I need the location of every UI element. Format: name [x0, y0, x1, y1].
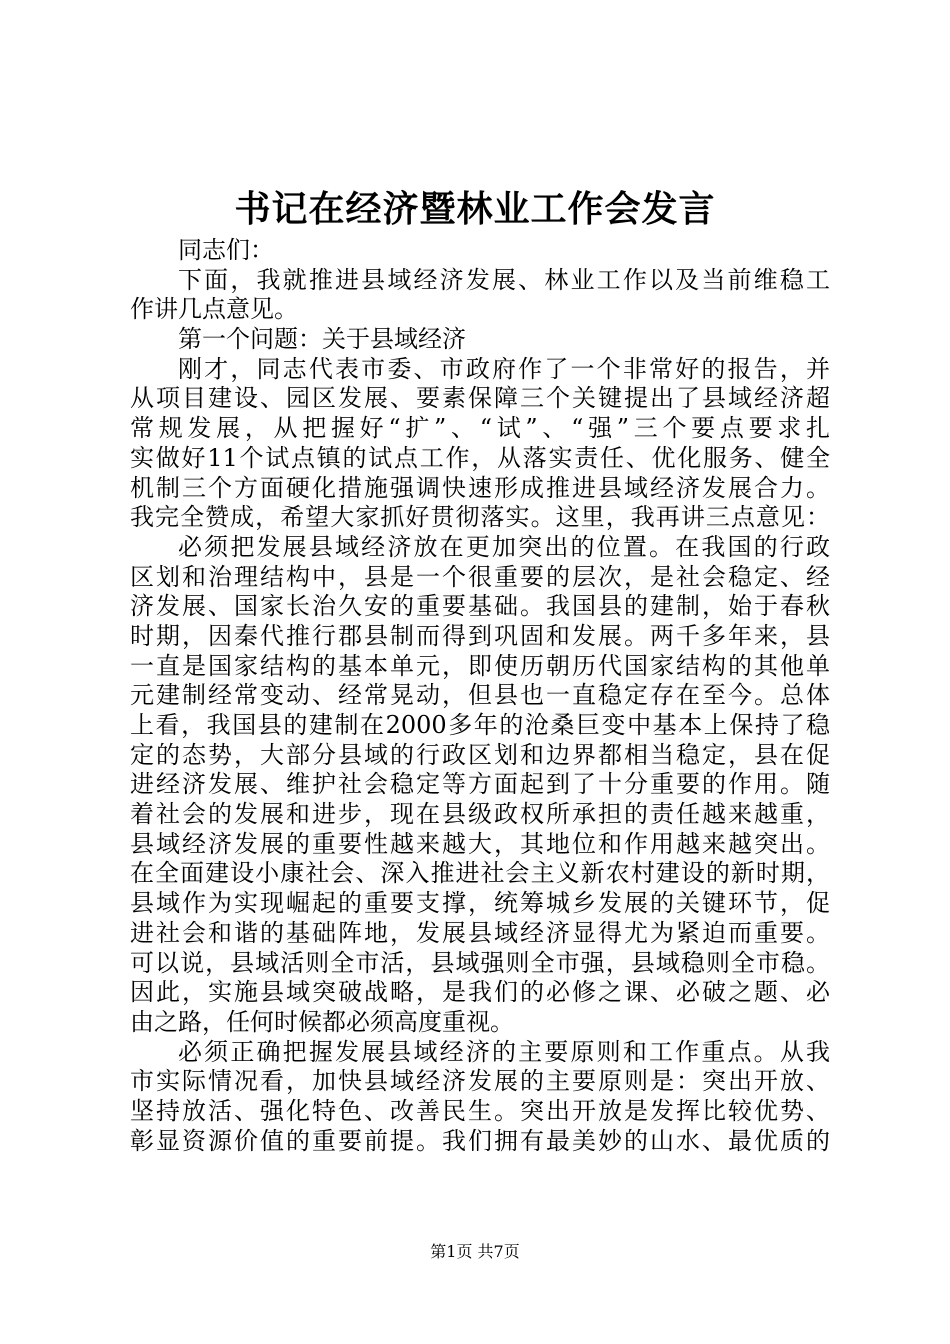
text-line: 作讲几点意见。 [130, 295, 298, 324]
text-line: 定的态势，大部分县域的行政区划和边界都相当稳定，县在促 [130, 740, 830, 769]
text-line: 同志们： [178, 236, 274, 264]
text-line: 机制三个方面硬化措施强调快速形成推进县域经济发展合力。 [130, 473, 830, 502]
text-line: 坚持放活、强化特色、改善民生。突出开放是发挥比较优势、 [130, 1096, 830, 1125]
text-line: 时期，因秦代推行郡县制而得到巩固和发展。两千多年来，县 [130, 621, 830, 650]
text-line: 实做好11个试点镇的试点工作，从落实责任、优化服务、健全 [130, 443, 830, 472]
document-title: 书记在经济暨林业工作会发言 [234, 188, 716, 230]
text-line: 上看，我国县的建制在2000多年的沧桑巨变中基本上保持了稳 [130, 711, 830, 739]
text-line: 因此，实施县域突破战略，是我们的必修之课、必破之题、必 [130, 978, 830, 1007]
text-line: 下面，我就推进县域经济发展、林业工作以及当前维稳工 [178, 265, 830, 294]
text-line: 着社会的发展和进步，现在县级政权所承担的责任越来越重， [130, 800, 830, 829]
text-line: 进社会和谐的基础阵地，发展县域经济显得尤为紧迫而重要。 [130, 918, 830, 947]
text-line: 县域作为实现崛起的重要支撑，统筹城乡发展的关键环节，促 [130, 889, 830, 918]
text-line: 常规发展，从把握好“扩”、“试”、“强”三个要点要求扎 [130, 414, 830, 443]
text-line: 必须正确把握发展县域经济的主要原则和工作重点。从我 [178, 1037, 830, 1066]
text-line: 第一个问题：关于县域经济 [178, 325, 466, 354]
text-line: 刚才，同志代表市委、市政府作了一个非常好的报告，并 [178, 354, 830, 383]
text-line: 济发展、国家长治久安的重要基础。我国县的建制，始于春秋 [130, 592, 830, 621]
text-line: 县域经济发展的重要性越来越大，其地位和作用越来越突出。 [130, 829, 830, 858]
text-line: 区划和治理结构中，县是一个很重要的层次，是社会稳定、经 [130, 562, 830, 591]
text-line: 从项目建设、园区发展、要素保障三个关键提出了县域经济超 [130, 384, 830, 413]
text-line: 可以说，县域活则全市活，县域强则全市强，县域稳则全市稳。 [130, 948, 830, 977]
text-line: 由之路，任何时候都必须高度重视。 [130, 1007, 514, 1036]
text-line: 我完全赞成，希望大家抓好贯彻落实。这里，我再讲三点意见： [130, 503, 830, 532]
text-line: 在全面建设小康社会、深入推进社会主义新农村建设的新时期， [130, 859, 830, 888]
page-footer: 第1页 共7页 [430, 1242, 520, 1261]
text-line: 必须把发展县域经济放在更加突出的位置。在我国的行政 [178, 532, 830, 561]
text-line: 一直是国家结构的基本单元，即使历朝历代国家结构的其他单 [130, 651, 830, 680]
text-line: 彰显资源价值的重要前提。我们拥有最美妙的山水、最优质的 [130, 1126, 830, 1155]
text-line: 进经济发展、维护社会稳定等方面起到了十分重要的作用。随 [130, 770, 830, 799]
text-line: 市实际情况看，加快县域经济发展的主要原则是：突出开放、 [130, 1067, 830, 1096]
document-body [130, 236, 830, 1156]
text-line: 元建制经常变动、经常晃动，但县也一直稳定存在至今。总体 [130, 681, 830, 710]
